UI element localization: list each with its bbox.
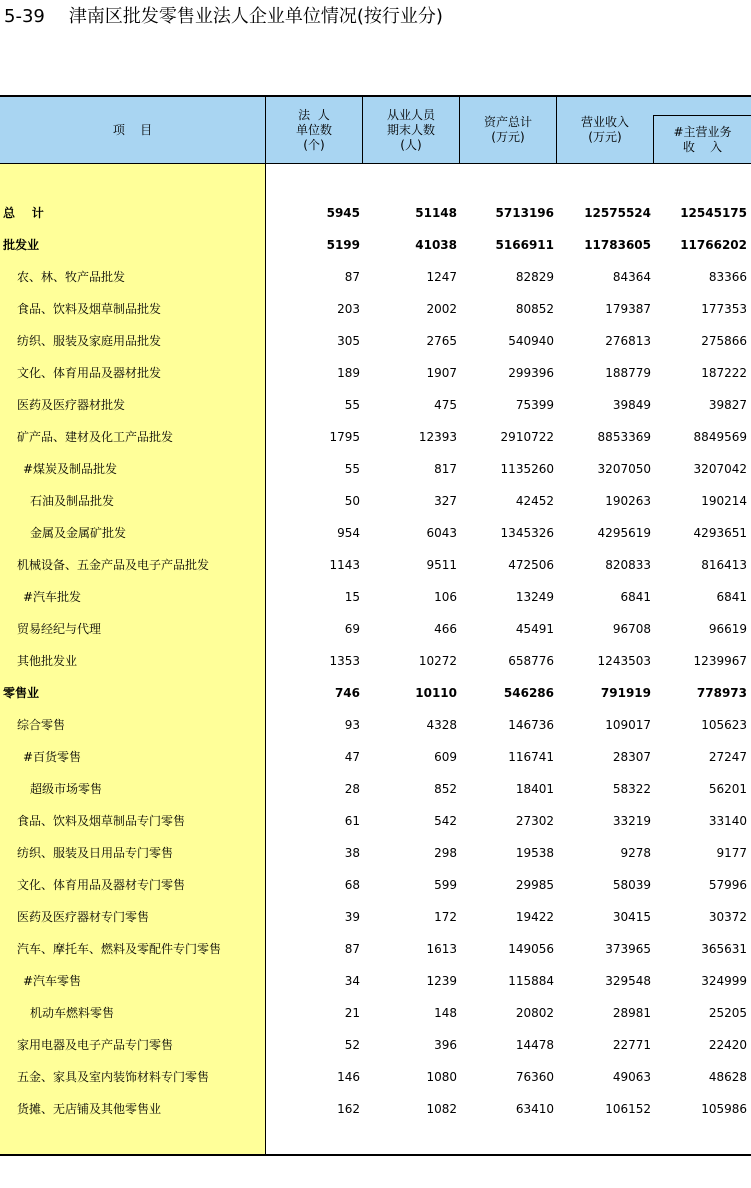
row-value: 49063 bbox=[612, 1070, 651, 1084]
table-bottom-rule bbox=[0, 1154, 751, 1156]
table-row bbox=[0, 356, 751, 388]
row-value: 30415 bbox=[612, 910, 651, 924]
row-value: 6841 bbox=[716, 590, 747, 604]
row-value: 1135260 bbox=[500, 462, 554, 476]
table-row bbox=[0, 292, 751, 324]
row-value: 22420 bbox=[708, 1038, 747, 1052]
row-label: 医药及医疗器材专门零售 bbox=[17, 910, 150, 924]
row-value: 52 bbox=[344, 1038, 360, 1052]
row-value: 5166911 bbox=[495, 238, 554, 252]
table-row bbox=[0, 804, 751, 836]
row-value: 2765 bbox=[426, 334, 457, 348]
row-value: 190214 bbox=[701, 494, 747, 508]
row-value: 96619 bbox=[708, 622, 747, 636]
table-row bbox=[0, 388, 751, 420]
row-value: 57996 bbox=[708, 878, 747, 892]
row-value: 1353 bbox=[329, 654, 360, 668]
table-row bbox=[0, 324, 751, 356]
row-value: 1247 bbox=[426, 270, 457, 284]
row-value: 275866 bbox=[701, 334, 747, 348]
row-label: 贸易经纪与代理 bbox=[17, 622, 102, 636]
row-value: 4328 bbox=[426, 718, 457, 732]
row-value: 466 bbox=[434, 622, 457, 636]
row-value: 42452 bbox=[515, 494, 554, 508]
row-value: 4293651 bbox=[693, 526, 747, 540]
row-value: 189 bbox=[337, 366, 360, 380]
table-row bbox=[0, 772, 751, 804]
row-label: #汽车批发 bbox=[23, 590, 82, 604]
row-value: 816413 bbox=[701, 558, 747, 572]
row-value: 1345326 bbox=[500, 526, 554, 540]
row-label: 机动车燃料零售 bbox=[30, 1006, 115, 1020]
row-value: 82829 bbox=[515, 270, 554, 284]
row-value: 10272 bbox=[418, 654, 457, 668]
row-value: 55 bbox=[344, 462, 360, 476]
row-value: 276813 bbox=[605, 334, 651, 348]
table-row bbox=[0, 644, 751, 676]
row-value: 87 bbox=[344, 942, 360, 956]
row-label: 金属及金属矿批发 bbox=[30, 526, 127, 540]
table-row bbox=[0, 420, 751, 452]
row-label: 汽车、摩托车、燃料及零配件专门零售 bbox=[17, 942, 222, 956]
header-units: 法 人 单位数 (个) bbox=[295, 107, 332, 152]
row-value: 540940 bbox=[508, 334, 554, 348]
row-value: 47 bbox=[344, 750, 360, 764]
row-value: 105623 bbox=[701, 718, 747, 732]
table-row bbox=[0, 996, 751, 1028]
table-row bbox=[0, 932, 751, 964]
table-row bbox=[0, 484, 751, 516]
row-label: 五金、家具及室内装饰材料专门零售 bbox=[17, 1070, 210, 1084]
table-row bbox=[0, 1028, 751, 1060]
row-value: 9511 bbox=[426, 558, 457, 572]
row-label: 其他批发业 bbox=[17, 654, 78, 668]
row-value: 12393 bbox=[418, 430, 457, 444]
row-value: 68 bbox=[344, 878, 360, 892]
row-value: 609 bbox=[434, 750, 457, 764]
row-value: 820833 bbox=[605, 558, 651, 572]
row-label: 综合零售 bbox=[17, 718, 66, 732]
row-value: 324999 bbox=[701, 974, 747, 988]
row-label: #煤炭及制品批发 bbox=[23, 462, 118, 476]
row-label: 农、林、牧产品批发 bbox=[17, 270, 126, 284]
row-value: 28 bbox=[344, 782, 360, 796]
row-value: 1080 bbox=[426, 1070, 457, 1084]
row-label: 总 计 bbox=[3, 206, 44, 220]
row-value: 146 bbox=[337, 1070, 360, 1084]
row-value: 58039 bbox=[612, 878, 651, 892]
row-label: 石油及制品批发 bbox=[30, 494, 115, 508]
row-value: 329548 bbox=[605, 974, 651, 988]
row-value: 19538 bbox=[515, 846, 554, 860]
row-value: 1243503 bbox=[597, 654, 651, 668]
header-operating-revenue: 营业收入 (万元) bbox=[580, 115, 629, 144]
row-value: 28307 bbox=[612, 750, 651, 764]
row-value: 58322 bbox=[612, 782, 651, 796]
row-value: 599 bbox=[434, 878, 457, 892]
row-label: 纺织、服装及家庭用品批发 bbox=[17, 334, 162, 348]
row-value: 5199 bbox=[326, 238, 360, 252]
row-value: 298 bbox=[434, 846, 457, 860]
row-value: 954 bbox=[337, 526, 360, 540]
table-row bbox=[0, 836, 751, 868]
row-value: 1082 bbox=[426, 1102, 457, 1116]
row-label: 医药及医疗器材批发 bbox=[17, 398, 126, 412]
row-value: 63410 bbox=[515, 1102, 554, 1116]
table-row bbox=[0, 964, 751, 996]
row-value: 148 bbox=[434, 1006, 457, 1020]
row-value: 39 bbox=[344, 910, 360, 924]
row-label: 文化、体育用品及器材专门零售 bbox=[17, 878, 186, 892]
row-value: 162 bbox=[337, 1102, 360, 1116]
row-value: 177353 bbox=[701, 302, 747, 316]
row-label: 货摊、无店铺及其他零售业 bbox=[17, 1102, 162, 1116]
table-row bbox=[0, 708, 751, 740]
table-row bbox=[0, 612, 751, 644]
table-row bbox=[0, 740, 751, 772]
row-value: 56201 bbox=[708, 782, 747, 796]
row-value: 187222 bbox=[701, 366, 747, 380]
row-value: 396 bbox=[434, 1038, 457, 1052]
row-value: 817 bbox=[434, 462, 457, 476]
row-label: 批发业 bbox=[3, 238, 40, 252]
row-value: 3207042 bbox=[693, 462, 747, 476]
row-value: 8853369 bbox=[597, 430, 651, 444]
row-value: 14478 bbox=[515, 1038, 554, 1052]
table-row bbox=[0, 228, 751, 260]
row-label: 矿产品、建材及化工产品批发 bbox=[17, 430, 174, 444]
row-value: 3207050 bbox=[597, 462, 651, 476]
row-value: 1239 bbox=[426, 974, 457, 988]
row-value: 30372 bbox=[708, 910, 747, 924]
header-employees: 从业人员 期末人数 (人) bbox=[386, 107, 435, 152]
row-value: 19422 bbox=[515, 910, 554, 924]
row-value: 105986 bbox=[701, 1102, 747, 1116]
row-value: 190263 bbox=[605, 494, 651, 508]
row-value: 109017 bbox=[605, 718, 651, 732]
row-value: 12575524 bbox=[584, 206, 651, 220]
row-value: 39849 bbox=[612, 398, 651, 412]
row-label: 食品、饮料及烟草制品批发 bbox=[17, 302, 162, 316]
row-value: 9177 bbox=[716, 846, 747, 860]
page-title bbox=[4, 5, 443, 29]
row-value: 13249 bbox=[515, 590, 554, 604]
row-value: 15 bbox=[344, 590, 360, 604]
row-value: 50 bbox=[344, 494, 360, 508]
table-row bbox=[0, 452, 751, 484]
row-value: 33140 bbox=[708, 814, 747, 828]
row-value: 373965 bbox=[605, 942, 651, 956]
row-value: 1143 bbox=[329, 558, 360, 572]
row-value: 84364 bbox=[612, 270, 651, 284]
row-value: 18401 bbox=[515, 782, 554, 796]
row-value: 11783605 bbox=[584, 238, 651, 252]
row-value: 75399 bbox=[515, 398, 554, 412]
row-value: 115884 bbox=[508, 974, 554, 988]
row-label: 食品、饮料及烟草制品专门零售 bbox=[17, 814, 186, 828]
table-title: 津南区批发零售业法人企业单位情况(按行业分) bbox=[68, 6, 443, 27]
row-value: 327 bbox=[434, 494, 457, 508]
row-value: 2002 bbox=[426, 302, 457, 316]
header-item: 项 目 bbox=[112, 122, 153, 137]
row-value: 8849569 bbox=[693, 430, 747, 444]
row-value: 39827 bbox=[708, 398, 747, 412]
table-row bbox=[0, 548, 751, 580]
row-value: 1239967 bbox=[693, 654, 747, 668]
header-main-business-revenue: #主营业务 收 入 bbox=[673, 124, 732, 154]
row-value: 106 bbox=[434, 590, 457, 604]
row-value: 472506 bbox=[508, 558, 554, 572]
row-value: 203 bbox=[337, 302, 360, 316]
table-row bbox=[0, 1060, 751, 1092]
row-label: 家用电器及电子产品专门零售 bbox=[17, 1038, 174, 1052]
row-value: 546286 bbox=[503, 686, 554, 700]
row-label: 零售业 bbox=[3, 686, 40, 700]
row-value: 87 bbox=[344, 270, 360, 284]
row-value: 365631 bbox=[701, 942, 747, 956]
row-value: 51148 bbox=[415, 206, 457, 220]
row-value: 34 bbox=[344, 974, 360, 988]
row-value: 5713196 bbox=[495, 206, 554, 220]
row-value: 852 bbox=[434, 782, 457, 796]
row-value: 76360 bbox=[515, 1070, 554, 1084]
row-value: 778973 bbox=[696, 686, 747, 700]
row-value: 5945 bbox=[326, 206, 360, 220]
row-value: 22771 bbox=[612, 1038, 651, 1052]
row-value: 93 bbox=[344, 718, 360, 732]
row-value: 6841 bbox=[620, 590, 651, 604]
row-value: 10110 bbox=[415, 686, 457, 700]
row-value: 9278 bbox=[620, 846, 651, 860]
row-value: 27302 bbox=[515, 814, 554, 828]
row-value: 305 bbox=[337, 334, 360, 348]
row-value: 1613 bbox=[426, 942, 457, 956]
row-value: 6043 bbox=[426, 526, 457, 540]
row-value: 55 bbox=[344, 398, 360, 412]
row-value: 4295619 bbox=[597, 526, 651, 540]
row-value: 658776 bbox=[508, 654, 554, 668]
row-value: 116741 bbox=[508, 750, 554, 764]
row-value: 11766202 bbox=[680, 238, 747, 252]
table-row bbox=[0, 1092, 751, 1124]
table-row bbox=[0, 900, 751, 932]
row-value: 149056 bbox=[508, 942, 554, 956]
row-value: 48628 bbox=[708, 1070, 747, 1084]
row-value: 20802 bbox=[515, 1006, 554, 1020]
row-label: 超级市场零售 bbox=[30, 782, 103, 796]
row-value: 146736 bbox=[508, 718, 554, 732]
row-value: 475 bbox=[434, 398, 457, 412]
row-value: 1795 bbox=[329, 430, 360, 444]
row-value: 28981 bbox=[612, 1006, 651, 1020]
table-row bbox=[0, 676, 751, 708]
header-total-assets: 资产总计 (万元) bbox=[483, 115, 532, 144]
row-value: 172 bbox=[434, 910, 457, 924]
table-body bbox=[0, 196, 751, 1124]
row-label: 机械设备、五金产品及电子产品批发 bbox=[17, 558, 210, 572]
table-row bbox=[0, 516, 751, 548]
table-number: 5-39 bbox=[4, 6, 45, 27]
row-value: 2910722 bbox=[500, 430, 554, 444]
row-label: #汽车零售 bbox=[23, 974, 82, 988]
row-value: 746 bbox=[334, 686, 360, 700]
row-value: 96708 bbox=[612, 622, 651, 636]
row-value: 61 bbox=[344, 814, 360, 828]
row-value: 542 bbox=[434, 814, 457, 828]
row-value: 791919 bbox=[600, 686, 651, 700]
row-value: 45491 bbox=[515, 622, 554, 636]
row-value: 1907 bbox=[426, 366, 457, 380]
row-value: 41038 bbox=[415, 238, 457, 252]
row-label: #百货零售 bbox=[23, 750, 82, 764]
row-value: 179387 bbox=[605, 302, 651, 316]
table-row bbox=[0, 580, 751, 612]
row-value: 69 bbox=[344, 622, 360, 636]
row-value: 27247 bbox=[708, 750, 747, 764]
row-label: 纺织、服装及日用品专门零售 bbox=[17, 846, 174, 860]
row-value: 38 bbox=[344, 846, 360, 860]
row-value: 12545175 bbox=[680, 206, 747, 220]
row-value: 299396 bbox=[508, 366, 554, 380]
row-value: 83366 bbox=[708, 270, 747, 284]
row-value: 33219 bbox=[612, 814, 651, 828]
row-value: 25205 bbox=[708, 1006, 747, 1020]
table-row bbox=[0, 868, 751, 900]
row-value: 106152 bbox=[605, 1102, 651, 1116]
row-label: 文化、体育用品及器材批发 bbox=[17, 366, 162, 380]
table-row bbox=[0, 260, 751, 292]
table-row bbox=[0, 196, 751, 228]
row-value: 80852 bbox=[515, 302, 554, 316]
row-value: 21 bbox=[344, 1006, 360, 1020]
row-value: 29985 bbox=[515, 878, 554, 892]
row-value: 188779 bbox=[605, 366, 651, 380]
